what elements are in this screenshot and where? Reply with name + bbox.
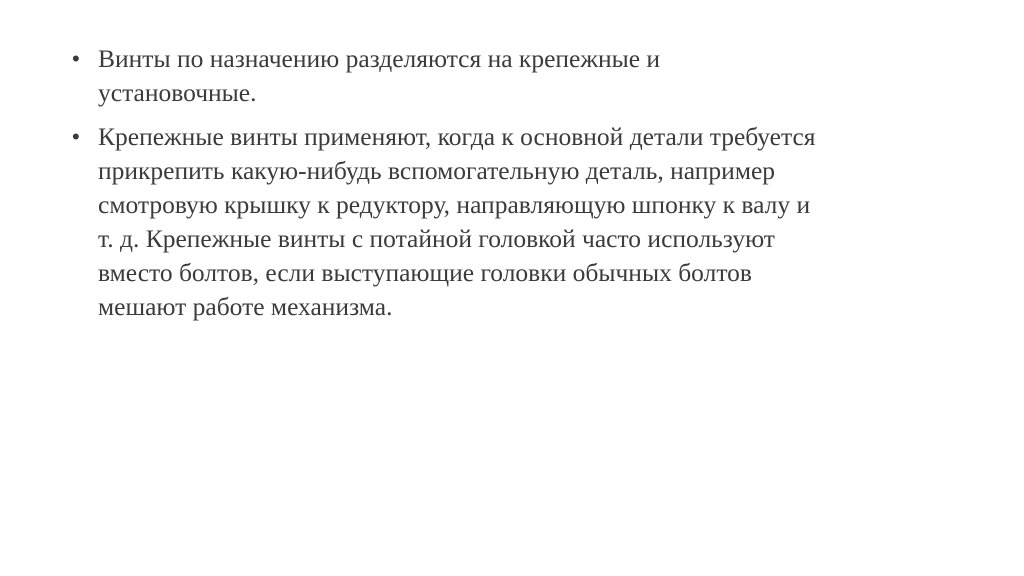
bullet-icon: • <box>72 124 80 149</box>
bullet-list <box>72 42 952 334</box>
bullet-item <box>72 42 952 110</box>
bullet-text-line: установочные. <box>98 78 257 107</box>
bullet-text-line: вместо болтов, если выступающие головки обычных болтов <box>98 258 752 287</box>
bullet-text-line: Крепежные винты применяют, когда к основной детали требуется <box>98 122 816 151</box>
bullet-item <box>72 120 952 324</box>
bullet-icon: • <box>72 46 80 71</box>
bullet-text-line: т. д. Крепежные винты с потайной головкой часто используют <box>98 224 775 253</box>
bullet-text-line: прикрепить какую-нибудь вспомогательную деталь, например <box>98 156 776 185</box>
bullet-text-line: мешают работе механизма. <box>98 292 393 321</box>
bullet-text-line: смотровую крышку к редуктору, направляющую шпонку к валу и <box>98 190 811 219</box>
bullet-text-line: Винты по назначению разделяются на крепежные и <box>98 44 661 73</box>
